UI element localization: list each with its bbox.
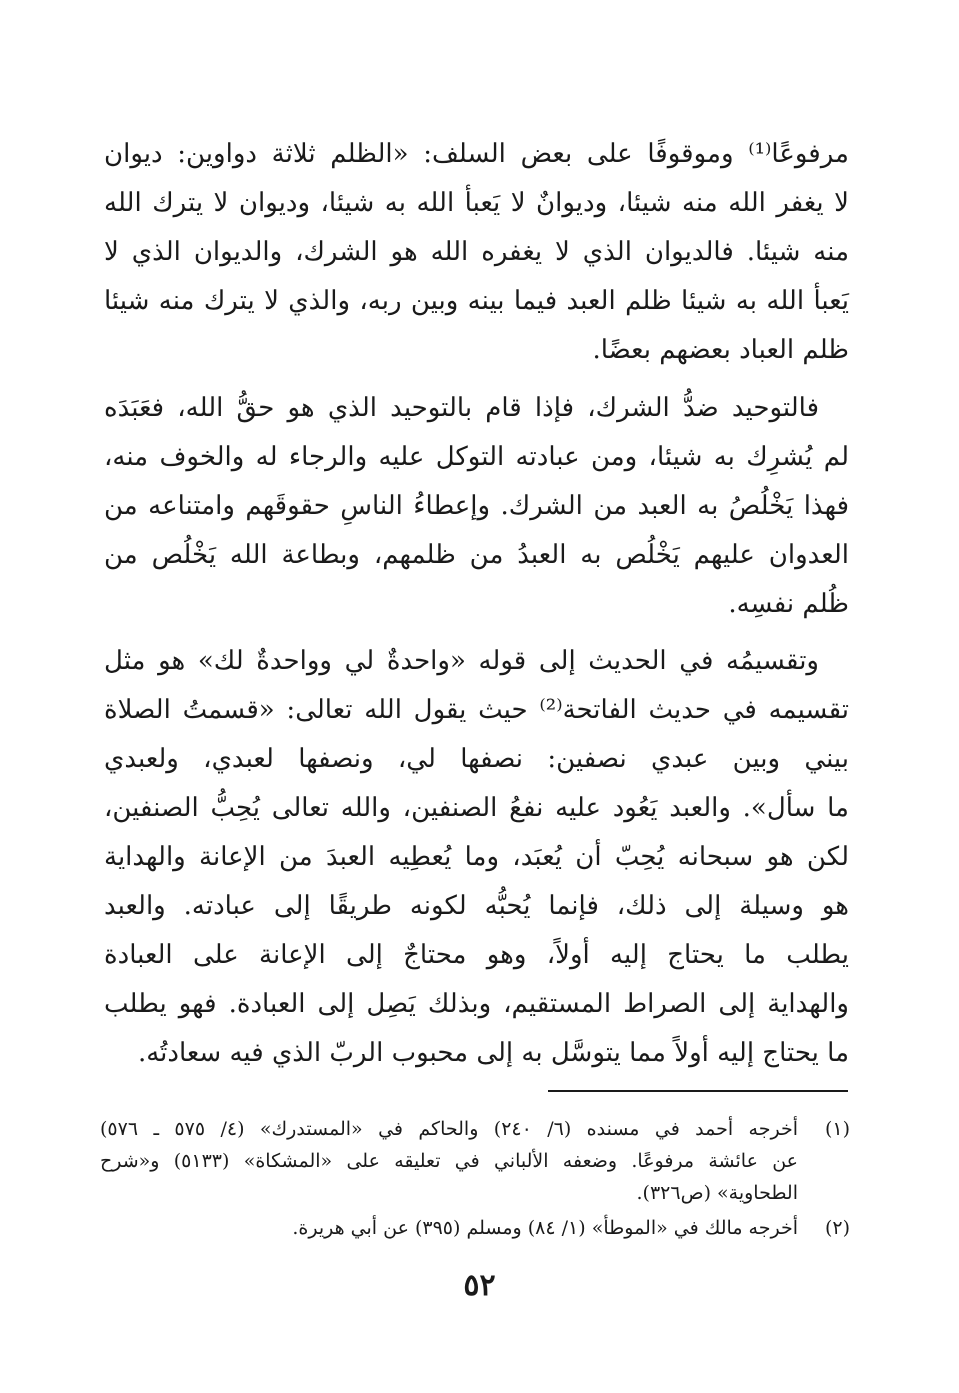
paragraph-line: ما سأل». والعبد يَعُود عليه نفعُ الصنفين، والله تعالى يُحِبُّ الصنفين، — [104, 793, 849, 823]
footnotes — [100, 1113, 850, 1247]
paragraph-line: هو وسيلة إلى ذلك، فإنما يُحبُّه لكونه طريقًا إلى عبادته. والعبد — [104, 891, 849, 921]
paragraph-line: يطلب ما يحتاج إليه أولاً، وهو محتاجٌ إلى الإعانة على العبادة — [104, 940, 849, 970]
footnote-line: عن عائشة مرفوعًا. وضعفه الألباني في تعليقه على «المشكاة» (٥١٣٣) و«شرح — [100, 1150, 799, 1172]
paragraph-line: ظلم العباد بعضهم بعضًا. — [592, 335, 849, 365]
paragraph-line: لا يغفر الله منه شيئا، وديوانٌ لا يَعبأ الله به شيئا، وديوان لا يترك الله — [104, 188, 849, 218]
paragraph-2 — [104, 384, 849, 629]
paragraph-line: ما يحتاج إليه أولاً مما يتوسَّل به إلى محبوب الربّ الذي فيه سعادتُه. — [137, 1038, 849, 1068]
paragraph-1 — [104, 130, 849, 375]
paragraph-line: منه شيئا. فالديوان الذي لا يغفره الله هو الشرك، والديوان الذي لا — [104, 237, 849, 267]
footnote-line: أخرجه مالك في «الموطأ» (١/ ٨٤) ومسلم (٣٩٥) عن أبي هريرة. — [292, 1217, 798, 1239]
footnote-2 — [100, 1212, 850, 1244]
paragraph-line: لم يُشرِك به شيئا، ومن عبادته التوكل عليه والرجاء له والخوف منه، — [104, 442, 849, 472]
footnote-number: (٢) — [824, 1217, 850, 1239]
paragraph-line: العدوان عليهم يَخْلُص به العبدُ من ظلمهم، وبطاعة الله يَخْلُص من — [104, 540, 849, 570]
paragraph-line: يَعبأ الله به شيئا ظلم العبد فيما بينه وبين ربه، والذي لا يترك منه شيئا — [104, 286, 849, 316]
footnote-line: الطحاوية» (ص٣٢٦). — [636, 1182, 798, 1204]
page-number: ٥٢ — [463, 1268, 496, 1303]
footnote-line: أخرجه أحمد في مسنده (٦/ ٢٤٠) والحاكم في «المستدرك» (٤/ ٥٧٥ ـ ٥٧٦) — [100, 1118, 798, 1140]
paragraph-line: فهذا يَخْلُصُ به العبد من الشرك. وإعطاءُ الناسِ حقوقَهم وامتناعه من — [104, 491, 849, 521]
paragraph-line: وتقسيمُه في الحديث إلى قوله «واحدةٌ لي وواحدةٌ لك» هو مثل — [104, 646, 819, 676]
footnote-divider — [548, 1090, 848, 1092]
paragraph-line: تقسيمه في حديث الفاتحة⁽²⁾ حيث يقول الله تعالى: «قسمتُ الصلاة — [104, 695, 849, 725]
paragraph-3 — [104, 637, 849, 1078]
paragraph-line: ظُلم نفسِه. — [728, 589, 849, 619]
footnote-1 — [100, 1113, 850, 1209]
footnote-number: (١) — [824, 1118, 850, 1140]
paragraph-line: لكن هو سبحانه يُحِبّ أن يُعبَد، وما يُعطِيه العبدَ من الإعانة والهداية — [104, 842, 849, 872]
paragraph-line: فالتوحيد ضدُّ الشرك، فإذا قام بالتوحيد الذي هو حقُّ الله، فعَبَدَه — [104, 393, 819, 423]
paragraph-line: بيني وبين عبدي نصفين: نصفها لي، ونصفها لعبدي، ولعبدي — [104, 744, 849, 774]
paragraph-line: مرفوعًا⁽¹⁾ وموقوفًا على بعض السلف: «الظلم ثلاثة دواوين: ديوان — [104, 139, 849, 169]
paragraph-line: والهداية إلى الصراط المستقيم، وبذلك يَصِل إلى العبادة. فهو يطلب — [104, 989, 849, 1019]
